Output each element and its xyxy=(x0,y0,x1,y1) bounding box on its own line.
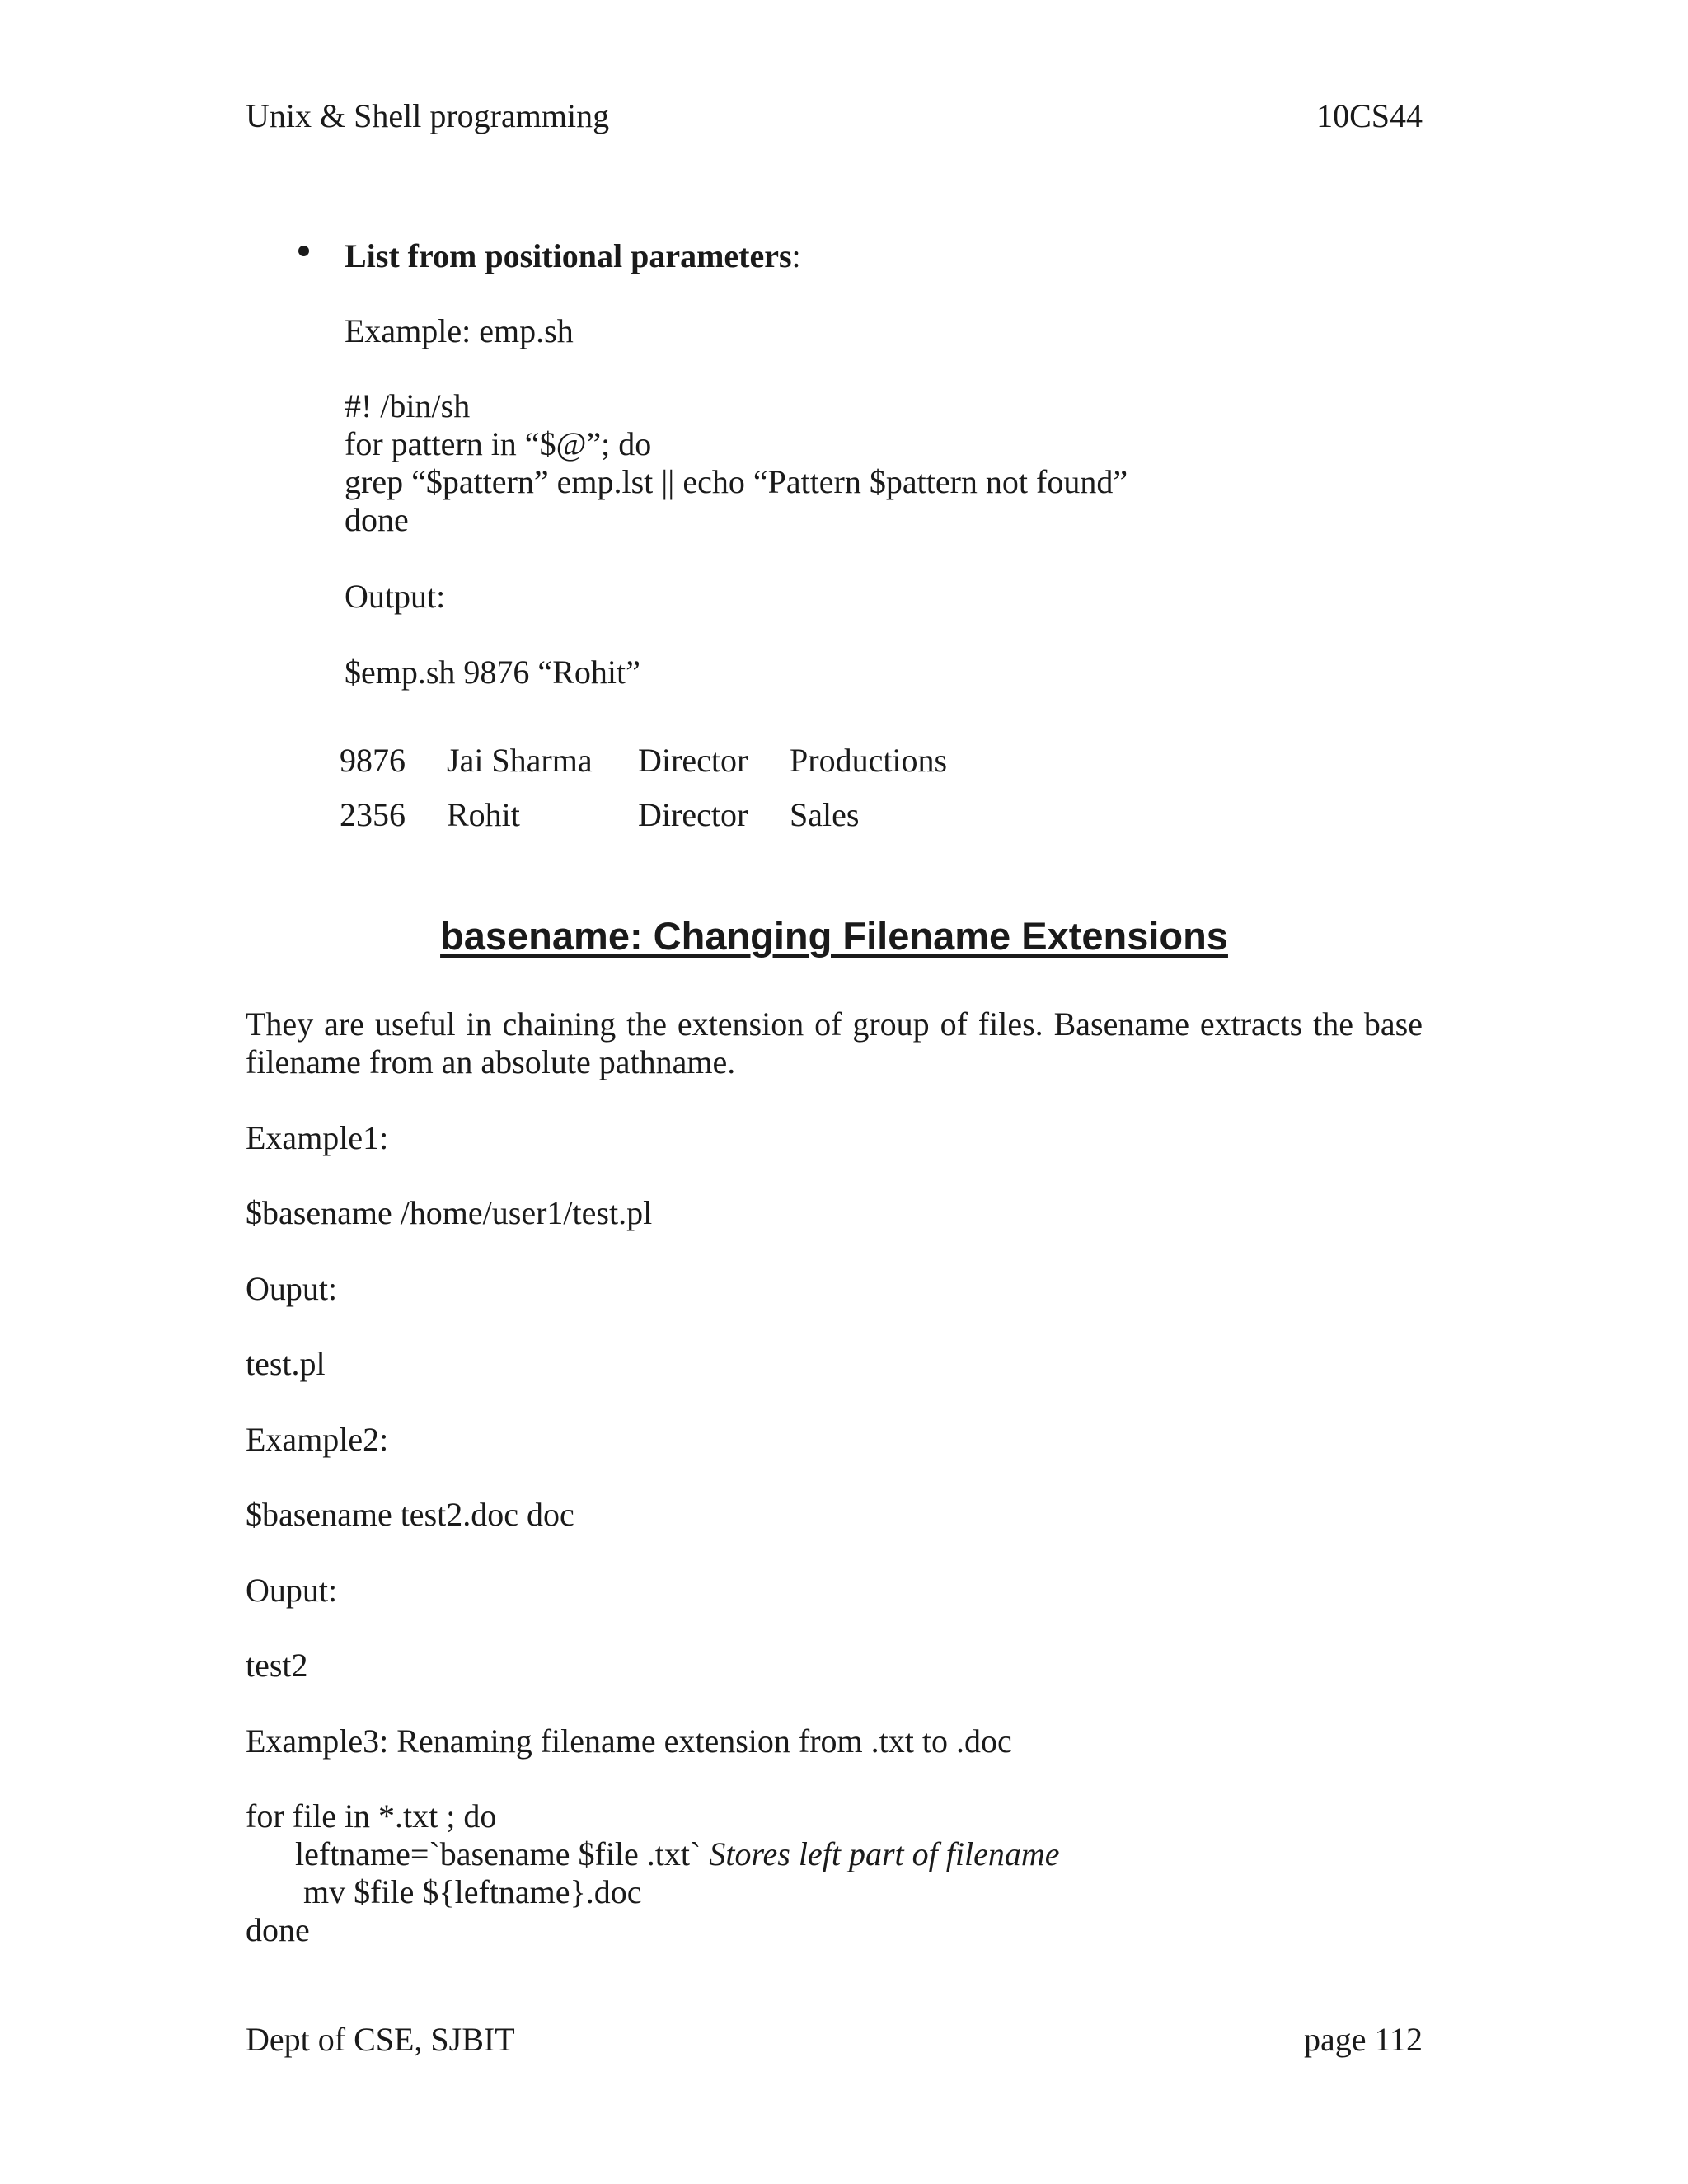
script-line: grep “$pattern” emp.lst || echo “Pattern $pattern not found” xyxy=(345,463,1128,500)
example1-label: Example1: xyxy=(246,1119,389,1156)
example1-output-label: Ouput: xyxy=(246,1270,338,1307)
table-cell: Sales xyxy=(790,796,860,833)
footer-department: Dept of CSE, SJBIT xyxy=(246,2021,515,2058)
script-line: done xyxy=(345,501,409,538)
example2-label: Example2: xyxy=(246,1421,389,1458)
example3-code-line: done xyxy=(246,1911,310,1948)
table-cell: Productions xyxy=(790,742,948,779)
example2-command: $basename test2.doc doc xyxy=(246,1496,574,1533)
command-line: $emp.sh 9876 “Rohit” xyxy=(345,654,640,691)
header-course-code: 10CS44 xyxy=(1316,97,1423,134)
table-cell: Director xyxy=(638,742,748,779)
bullet-heading-text: List from positional parameters xyxy=(345,237,792,274)
output-label: Output: xyxy=(345,578,446,615)
footer-page-number: page 112 xyxy=(1303,2021,1423,2058)
example3-label: Example3: Renaming filename extension from .txt to .doc xyxy=(246,1722,1012,1760)
example3-comment: Stores left part of filename xyxy=(709,1835,1060,1872)
bullet-heading-colon: : xyxy=(791,237,801,274)
table-cell: 9876 xyxy=(340,742,406,779)
bullet-heading xyxy=(345,237,801,275)
table-row xyxy=(340,742,947,796)
example3-code-line: for file in *.txt ; do xyxy=(246,1797,497,1835)
example1-command: $basename /home/user1/test.pl xyxy=(246,1194,653,1231)
script-line: #! /bin/sh xyxy=(345,387,471,424)
example3-code: leftname=`basename $file .txt` xyxy=(295,1835,710,1872)
header-course-title: Unix & Shell programming xyxy=(246,97,610,134)
example2-output: test2 xyxy=(246,1647,308,1684)
section-title: basename: Changing Filename Extensions xyxy=(440,914,1228,958)
table-cell: 2356 xyxy=(340,796,406,833)
script-line: for pattern in “$@”; do xyxy=(345,425,652,462)
example3-code-line: mv $file ${leftname}.doc xyxy=(303,1873,642,1910)
example2-output-label: Ouput: xyxy=(246,1572,338,1609)
example3-code-line xyxy=(295,1835,1059,1873)
table-row xyxy=(340,796,947,851)
bullet-icon xyxy=(298,246,309,256)
table-cell: Jai Sharma xyxy=(447,742,593,779)
example1-output: test.pl xyxy=(246,1345,326,1382)
employee-table xyxy=(340,742,947,851)
intro-paragraph: They are useful in chaining the extension of group of files. Basename extracts the base filename from an absolute pathname. xyxy=(246,1005,1423,1080)
table-cell: Rohit xyxy=(447,796,520,833)
example-label: Example: emp.sh xyxy=(345,312,574,349)
table-cell: Director xyxy=(638,796,748,833)
